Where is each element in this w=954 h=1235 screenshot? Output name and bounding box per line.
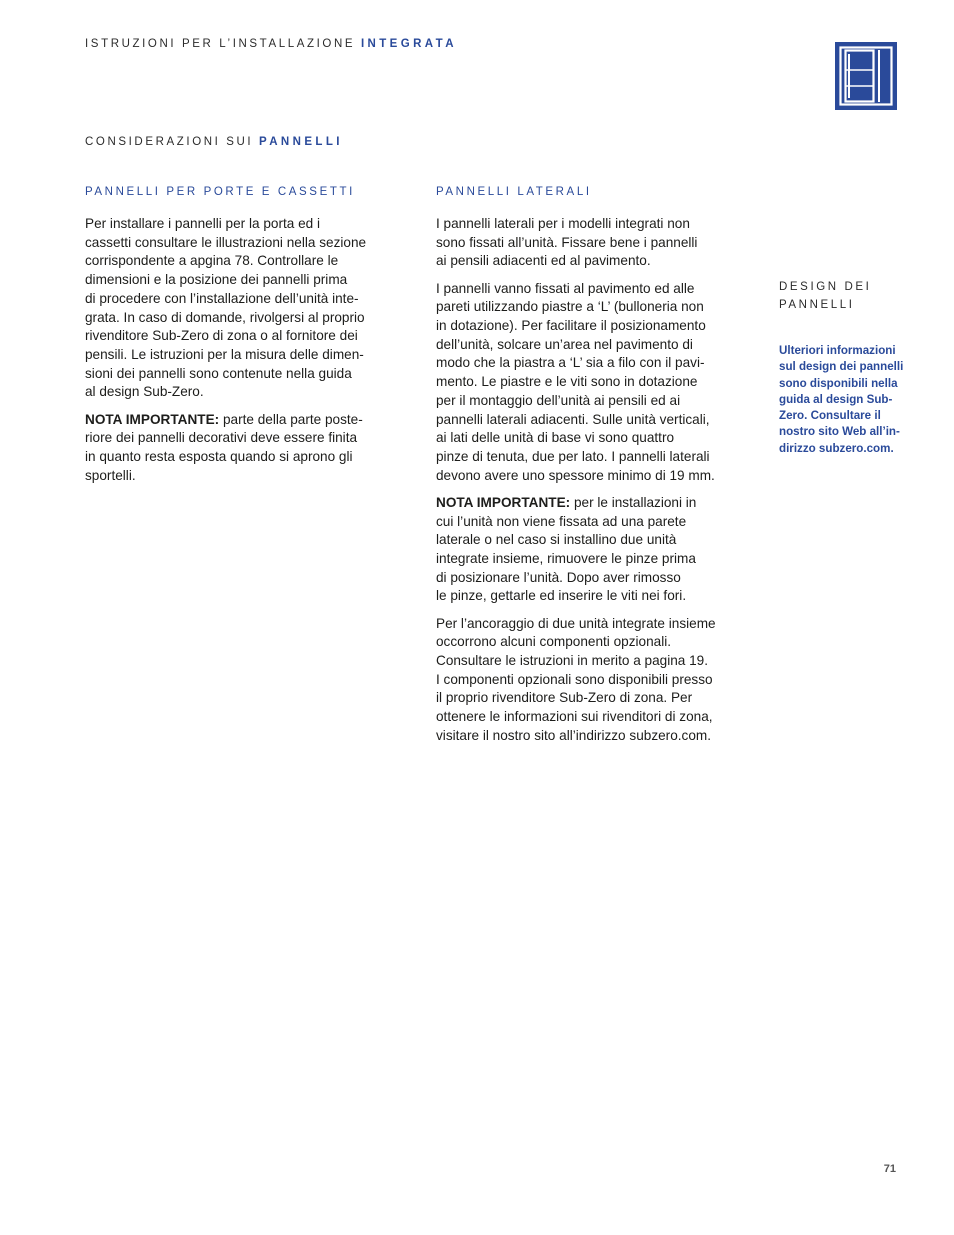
text-line: grata. In caso di domande, rivolgersi al proprio bbox=[85, 309, 365, 325]
text-line: di posizionare l’unità. Dopo aver rimosso bbox=[436, 569, 681, 585]
text-line: mento. Le piastre e le viti sono in dotazione bbox=[436, 374, 698, 390]
middle-paragraph-2 bbox=[436, 280, 766, 486]
section-prefix: CONSIDERAZIONI SUI bbox=[85, 136, 254, 148]
note-label: NOTA IMPORTANTE: bbox=[85, 411, 220, 427]
text-line: modo che la piastra a ‘L’ sia a filo con il pavi- bbox=[436, 355, 705, 371]
text-line: dell’unità, solcare un’area nel pavimento di bbox=[436, 336, 693, 352]
text-line: I pannelli laterali per i modelli integrati non bbox=[436, 216, 690, 231]
text-line: riore dei pannelli decorativi deve essere finita bbox=[85, 430, 358, 446]
middle-column-body bbox=[436, 215, 766, 754]
sidebar-line: sul design dei pannelli bbox=[779, 360, 904, 374]
text-line: il proprio rivenditore Sub-Zero di zona. Per bbox=[436, 690, 693, 706]
sidebar-heading-line: PANNELLI bbox=[779, 299, 855, 311]
text-line: dimensioni e la posizione dei pannelli prima bbox=[85, 272, 348, 288]
text-line: le pinze, gettarle ed inserire le viti nei fori. bbox=[436, 588, 687, 604]
header-accent: INTEGRATA bbox=[360, 38, 457, 50]
sidebar-heading bbox=[779, 278, 871, 314]
text-line: in quanto resta esposta quando si aprono gli bbox=[85, 448, 353, 464]
text-line: visitare il nostro sito all’indirizzo subzero.com. bbox=[436, 727, 711, 743]
text-line: pensili. Le istruzioni per la misura delle dimen- bbox=[85, 346, 364, 362]
text-line: I pannelli vanno fissati al pavimento ed alle bbox=[436, 280, 695, 296]
sidebar-line: dirizzo subzero.com. bbox=[779, 441, 894, 455]
text-line: corrispondente a apgina 78. Controllare le bbox=[85, 253, 339, 269]
sidebar-line: Ulteriori informazioni bbox=[779, 344, 896, 357]
text-line: cassetti consultare le illustrazioni nella sezione bbox=[85, 234, 367, 250]
middle-paragraph-4 bbox=[436, 615, 766, 746]
text-line: devono avere uno spessore minimo di 19 mm. bbox=[436, 467, 715, 483]
text-line: sportelli. bbox=[85, 467, 136, 483]
text-line: occorrono alcuni componenti opzionali. bbox=[436, 634, 672, 650]
text-line: cui l’unità non viene fissata ad una parete bbox=[436, 513, 687, 529]
text-line: di procedere con l’installazione dell’unità inte- bbox=[85, 290, 359, 306]
left-important-note bbox=[85, 411, 415, 486]
text-line: in dotazione). Per facilitare il posizionamento bbox=[436, 318, 706, 334]
text-line: ottenere le informazioni sui rivenditori di zona, bbox=[436, 709, 713, 725]
sidebar-line: nostro sito Web all’in- bbox=[779, 425, 900, 439]
text-line: Per l’ancoraggio di due unità integrate insieme bbox=[436, 615, 716, 631]
text-line: sono fissati all’unità. Fissare bene i pannelli bbox=[436, 234, 698, 250]
section-title bbox=[85, 136, 343, 148]
text-line: rivenditore Sub-Zero di zona o al fornitore dei bbox=[85, 328, 358, 344]
running-header bbox=[85, 38, 457, 50]
left-column-body bbox=[85, 215, 415, 494]
note-first: parte della parte poste- bbox=[219, 411, 363, 427]
text-line: integrate insieme, rimuovere le pinze prima bbox=[436, 550, 696, 566]
text-line: pannelli laterali adiacenti. Sulle unità verticali, bbox=[436, 411, 710, 427]
middle-important-note bbox=[436, 494, 766, 606]
text-line: per il montaggio dell’unità ai pensili ed ai bbox=[436, 392, 681, 408]
sidebar-line: sono disponibili nella bbox=[779, 376, 898, 390]
text-line: Per installare i pannelli per la porta ed i bbox=[85, 216, 321, 231]
text-line: ai lati delle unità di base vi sono quattro bbox=[436, 430, 675, 446]
text-line: pareti utilizzando piastre a ‘L’ (bulloneria non bbox=[436, 299, 704, 315]
sidebar-line: Zero. Consultare il bbox=[779, 409, 881, 423]
text-line: Consultare le istruzioni in merito a pagina 19. bbox=[436, 652, 709, 668]
note-first: per le installazioni in bbox=[570, 494, 697, 510]
text-line: al design Sub-Zero. bbox=[85, 384, 204, 400]
middle-paragraph-1 bbox=[436, 215, 766, 271]
section-accent: PANNELLI bbox=[259, 136, 343, 148]
text-line: I componenti opzionali sono disponibili presso bbox=[436, 671, 713, 687]
middle-column-heading: PANNELLI LATERALI bbox=[436, 186, 592, 198]
page-number: 71 bbox=[883, 1163, 896, 1175]
left-column-heading: PANNELLI PER PORTE E CASSETTI bbox=[85, 186, 355, 198]
note-label: NOTA IMPORTANTE: bbox=[436, 494, 571, 510]
sidebar-body bbox=[779, 343, 903, 457]
text-line: pinze di tenuta, due per lato. I pannelli laterali bbox=[436, 448, 710, 464]
sidebar-heading-line: DESIGN DEI bbox=[779, 281, 872, 293]
text-line bbox=[85, 411, 415, 430]
text-line: ai pensili adiacenti ed al pavimento. bbox=[436, 253, 651, 269]
sidebar-line: guida al design Sub- bbox=[779, 392, 893, 406]
text-line bbox=[436, 494, 766, 513]
header-prefix: ISTRUZIONI PER L’INSTALLAZIONE bbox=[85, 38, 356, 50]
text-line: laterale o nel caso si installino due unità bbox=[436, 532, 677, 548]
refrigerator-icon bbox=[835, 42, 897, 110]
text-line: sioni dei pannelli sono contenute nella guida bbox=[85, 365, 352, 381]
left-paragraph-1 bbox=[85, 215, 415, 402]
